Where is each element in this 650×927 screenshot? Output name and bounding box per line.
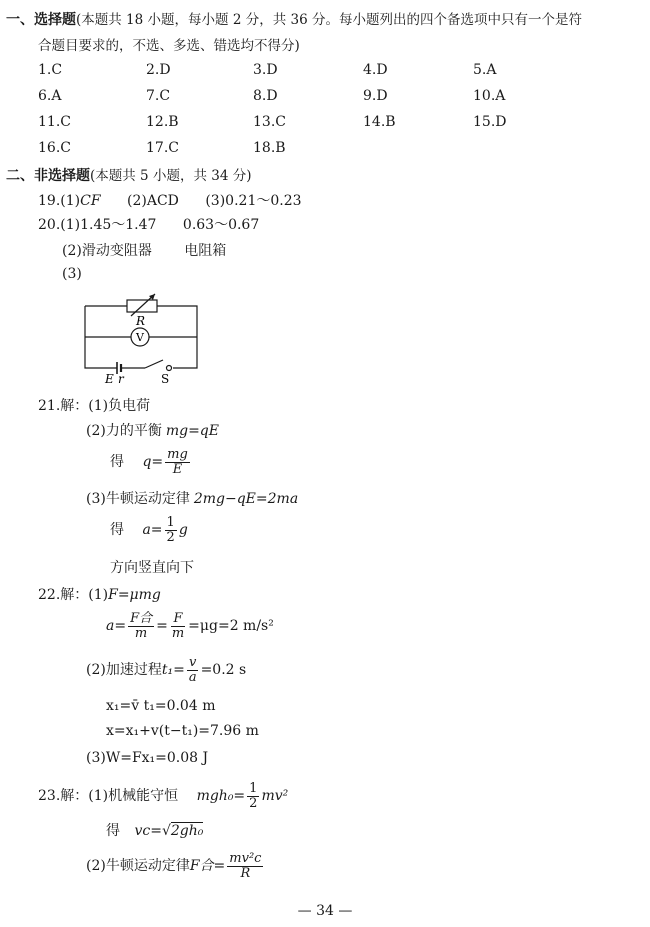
q23-l2-radicand: 2gh₀ <box>170 823 204 839</box>
q21-l5-frac <box>165 516 177 544</box>
q22-l2-frac2 <box>170 612 186 640</box>
section1-desc-2: 合题目要求的，不选、多选、错选均不得分) <box>38 38 300 54</box>
q23-l1-rhs: mv² <box>261 788 289 805</box>
q22-line2 <box>106 612 274 640</box>
answer-item: 14.B <box>363 114 396 130</box>
q21-l4-label: (3)牛顿运动定律 <box>86 491 190 507</box>
frac-den: m <box>134 625 148 641</box>
q20-part1-a: 20.(1)1.45～1.47 <box>38 217 157 233</box>
q22-line5: x=x₁+v(t−t₁)=7.96 m <box>106 723 259 739</box>
section2-title-line <box>6 164 251 185</box>
label-V: V <box>136 331 144 344</box>
answer-item: 13.C <box>253 114 286 130</box>
frac-num: 1 <box>166 515 175 530</box>
answer-item: 1.C <box>38 62 63 78</box>
q21-line3 <box>110 448 192 476</box>
frac-den: a <box>188 669 197 685</box>
answer-grid <box>38 62 638 172</box>
q21-l2-label: (2)力的平衡 <box>86 423 162 439</box>
q20-part2-a: (2)滑动变阻器 <box>62 243 152 259</box>
answer-item: 11.C <box>38 114 71 130</box>
frac-den: E <box>172 461 183 477</box>
section1-heading: 一、选择题 <box>6 12 76 28</box>
q19-part1-value: CF <box>80 193 101 209</box>
q22-line6: (3)W=Fx₁=0.08 J <box>86 750 209 766</box>
answer-item: 4.D <box>363 62 388 78</box>
q23-line1 <box>38 782 288 810</box>
answer-item: 16.C <box>38 140 71 156</box>
q21-l5-g: g <box>178 522 188 539</box>
q22-l3-frac <box>187 656 199 684</box>
label-E: E <box>105 372 114 384</box>
q22-line1 <box>38 584 161 604</box>
q23-l1-lhs: mgh₀= <box>196 788 246 805</box>
q21-line5 <box>110 516 188 544</box>
frac-num: v <box>189 655 197 670</box>
frac-num: mg <box>167 447 188 462</box>
q21-line6: 方向竖直向下 <box>110 560 194 576</box>
answer-item: 8.D <box>253 88 278 104</box>
q23-l2-label: 得 <box>106 823 120 839</box>
q22-l3-label: (2)加速过程 <box>86 662 162 679</box>
sqrt-icon: √ <box>161 823 171 839</box>
q23-l1-label: 23.解：(1)机械能守恒 <box>38 788 179 805</box>
q21-l5-lhs: a= <box>142 522 163 539</box>
answer-item: 15.D <box>473 114 507 130</box>
section1-title-line <box>6 8 582 29</box>
q22-l3-lhs: t₁= <box>161 662 185 679</box>
answer-item: 10.A <box>473 88 506 104</box>
q23-l1-frac <box>247 782 259 810</box>
q23-l3-frac <box>227 852 263 880</box>
q21-l3-frac <box>165 448 190 476</box>
label-R: R <box>136 314 146 328</box>
q23-l3-label: (2)牛顿运动定律 <box>86 858 190 875</box>
q22-l1-eq: F=μmg <box>108 587 161 603</box>
q22-l2-lhs: a= <box>106 618 127 635</box>
q19-part1-label: (1) <box>60 193 81 209</box>
q22-l2-equals: = <box>156 618 168 635</box>
q22-line3 <box>86 656 246 684</box>
frac-num: F合 <box>130 611 153 626</box>
answer-item: 12.B <box>146 114 179 130</box>
page-number: — 34 — <box>297 903 353 919</box>
q20-part3-label: (3) <box>62 266 82 282</box>
answer-item: 9.D <box>363 88 388 104</box>
q21-l3-lhs: q= <box>142 454 164 471</box>
q23-line3 <box>86 852 265 880</box>
q19-number: 19. <box>38 193 61 209</box>
frac-den: R <box>240 865 251 881</box>
q23-line2 <box>106 820 203 840</box>
q21-l5-label: 得 <box>110 522 124 539</box>
q22-l2-result: =μg=2 m/s² <box>188 618 274 635</box>
frac-num: F <box>173 611 183 626</box>
answer-item: 3.D <box>253 62 278 78</box>
q21-line2 <box>86 420 219 440</box>
frac-den: m <box>171 625 185 641</box>
q20-line2 <box>62 240 226 260</box>
frac-den: 2 <box>166 529 175 545</box>
q20-part1-b: 0.63～0.67 <box>182 217 260 233</box>
q21-l4-eq: 2mg−qE=2ma <box>193 491 299 507</box>
answer-item: 2.D <box>146 62 171 78</box>
q22-l3-result: =0.2 s <box>200 662 247 679</box>
label-r: r <box>118 372 124 384</box>
q21-line4 <box>86 488 298 508</box>
frac-num: 1 <box>249 781 258 796</box>
answer-item: 7.C <box>146 88 171 104</box>
answer-item: 6.A <box>38 88 62 104</box>
q19-line <box>38 190 302 210</box>
q19-part3: (3)0.21～0.23 <box>205 193 302 209</box>
q22-line4: x₁=v̄ t₁=0.04 m <box>106 698 216 714</box>
q22-l1-label: 22.解：(1) <box>38 587 109 603</box>
frac-den: 2 <box>249 795 258 811</box>
q21-l2-eq: mg=qE <box>165 423 219 439</box>
section2-heading: 二、非选择题 <box>6 168 90 184</box>
q22-l2-frac1 <box>128 612 154 640</box>
answer-item: 5.A <box>473 62 497 78</box>
q21-l3-label: 得 <box>110 454 124 471</box>
q23-l3-lhs: F合= <box>189 858 226 875</box>
q23-l2-lhs: vc= <box>134 823 162 839</box>
q21-line1: 21.解：(1)负电荷 <box>38 398 151 414</box>
answer-item: 17.C <box>146 140 179 156</box>
frac-num: mv²c <box>229 851 262 866</box>
q20-line1 <box>38 214 259 234</box>
answer-item: 18.B <box>253 140 286 156</box>
section1-desc-1: (本题共 18 小题，每小题 2 分，共 36 分。每小题列出的四个备选项中只有一个是符 <box>76 12 582 28</box>
circuit-diagram <box>75 292 210 384</box>
q19-part2: (2)ACD <box>127 193 179 209</box>
section2-desc: (本题共 5 小题，共 34 分) <box>90 168 252 184</box>
q20-part2-b: 电阻箱 <box>184 243 227 259</box>
label-S: S <box>161 372 170 384</box>
